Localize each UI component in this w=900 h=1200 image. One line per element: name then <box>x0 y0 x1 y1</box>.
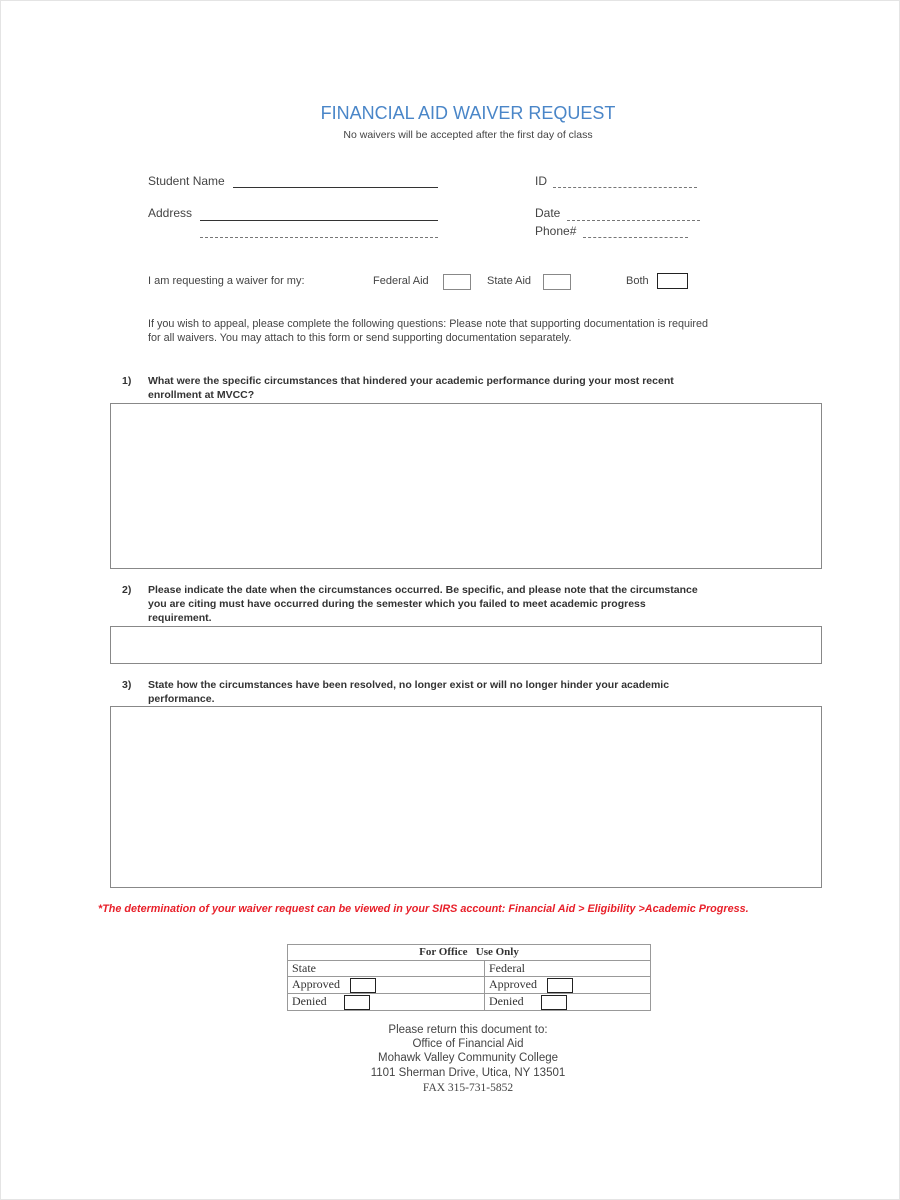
question-line: State how the circumstances have been resolved, no longer exist or will no longer hinder your academic <box>148 679 670 691</box>
office-use-table <box>287 944 651 1011</box>
question-line: Please indicate the date when the circumstances occurred. Be specific, and please note that the circumstance <box>148 584 698 596</box>
id-field[interactable] <box>553 187 697 188</box>
question-3-answer-box[interactable] <box>110 706 822 888</box>
footer-line: Please return this document to: <box>388 1024 548 1036</box>
waiver-label: I am requesting a waiver for my: <box>148 275 305 287</box>
question-line: enrollment at MVCC? <box>148 389 255 401</box>
state-aid-checkbox[interactable] <box>543 274 571 290</box>
question-line: you are citing must have occurred during the semester which you failed to meet academic progress <box>148 598 646 610</box>
state-approved-cell <box>288 977 485 994</box>
table-header <box>288 945 651 961</box>
question-line: performance. <box>148 693 215 705</box>
date-label: Date <box>535 206 561 220</box>
federal-aid-label: Federal Aid <box>373 275 429 287</box>
federal-approved-checkbox[interactable] <box>547 978 573 993</box>
both-checkbox[interactable] <box>657 273 688 289</box>
question-2-number: 2) <box>122 584 132 596</box>
phone-label: Phone# <box>535 224 577 238</box>
question-1-text <box>148 374 674 402</box>
both-label: Both <box>626 275 649 287</box>
id-label: ID <box>535 174 547 188</box>
appeal-note-line1: If you wish to appeal, please complete the following questions: Please note that supporting documentation is required <box>148 318 708 330</box>
question-line: requirement. <box>148 612 212 624</box>
form-title: FINANCIAL AID WAIVER REQUEST <box>320 103 616 123</box>
approved-label: Approved <box>292 977 340 991</box>
state-cell <box>288 961 485 977</box>
federal-denied-cell <box>485 993 651 1010</box>
question-line: What were the specific circumstances that hindered your academic performance during your most recent <box>148 375 674 387</box>
state-label: State <box>292 961 316 975</box>
approved-label: Approved <box>489 977 537 991</box>
question-3-text <box>148 678 669 706</box>
form-subtitle: No waivers will be accepted after the first day of class <box>343 129 593 141</box>
denied-label: Denied <box>489 993 524 1008</box>
date-field[interactable] <box>567 220 700 221</box>
student-name-field[interactable] <box>233 187 438 188</box>
denied-label: Denied <box>292 993 327 1008</box>
header-left: For Office <box>419 946 468 958</box>
federal-label: Federal <box>489 961 525 975</box>
address-field-line1[interactable] <box>200 220 438 221</box>
state-denied-checkbox[interactable] <box>344 995 370 1010</box>
federal-cell <box>485 961 651 977</box>
sirs-note: *The determination of your waiver request can be viewed in your SIRS account: Financial Aid > Eligibility >Academic Progress. <box>98 903 749 915</box>
table-row <box>288 977 651 994</box>
table-row <box>288 961 651 977</box>
footer-line: Mohawk Valley Community College <box>377 1052 559 1064</box>
question-2-text <box>148 583 698 625</box>
address-label: Address <box>148 206 193 220</box>
federal-approved-cell <box>485 977 651 994</box>
federal-denied-checkbox[interactable] <box>541 995 567 1010</box>
footer-fax: FAX 315-731-5852 <box>422 1082 514 1094</box>
table-header-row <box>288 945 651 961</box>
table-row <box>288 993 651 1010</box>
address-field-line2[interactable] <box>200 237 438 238</box>
appeal-note-line2: for all waivers. You may attach to this form or send supporting documentation separately. <box>148 332 572 344</box>
student-name-label: Student Name <box>148 174 225 188</box>
state-denied-cell <box>288 993 485 1010</box>
phone-field[interactable] <box>583 237 688 238</box>
state-approved-checkbox[interactable] <box>350 978 376 993</box>
footer-line: Office of Financial Aid <box>412 1038 524 1050</box>
header-right: Use Only <box>475 946 519 958</box>
question-2-answer-box[interactable] <box>110 626 822 664</box>
state-aid-label: State Aid <box>487 275 532 287</box>
question-3-number: 3) <box>122 679 132 691</box>
footer-line: 1101 Sherman Drive, Utica, NY 13501 <box>370 1067 566 1079</box>
question-1-number: 1) <box>122 375 132 387</box>
question-1-answer-box[interactable] <box>110 403 822 569</box>
federal-aid-checkbox[interactable] <box>443 274 471 290</box>
